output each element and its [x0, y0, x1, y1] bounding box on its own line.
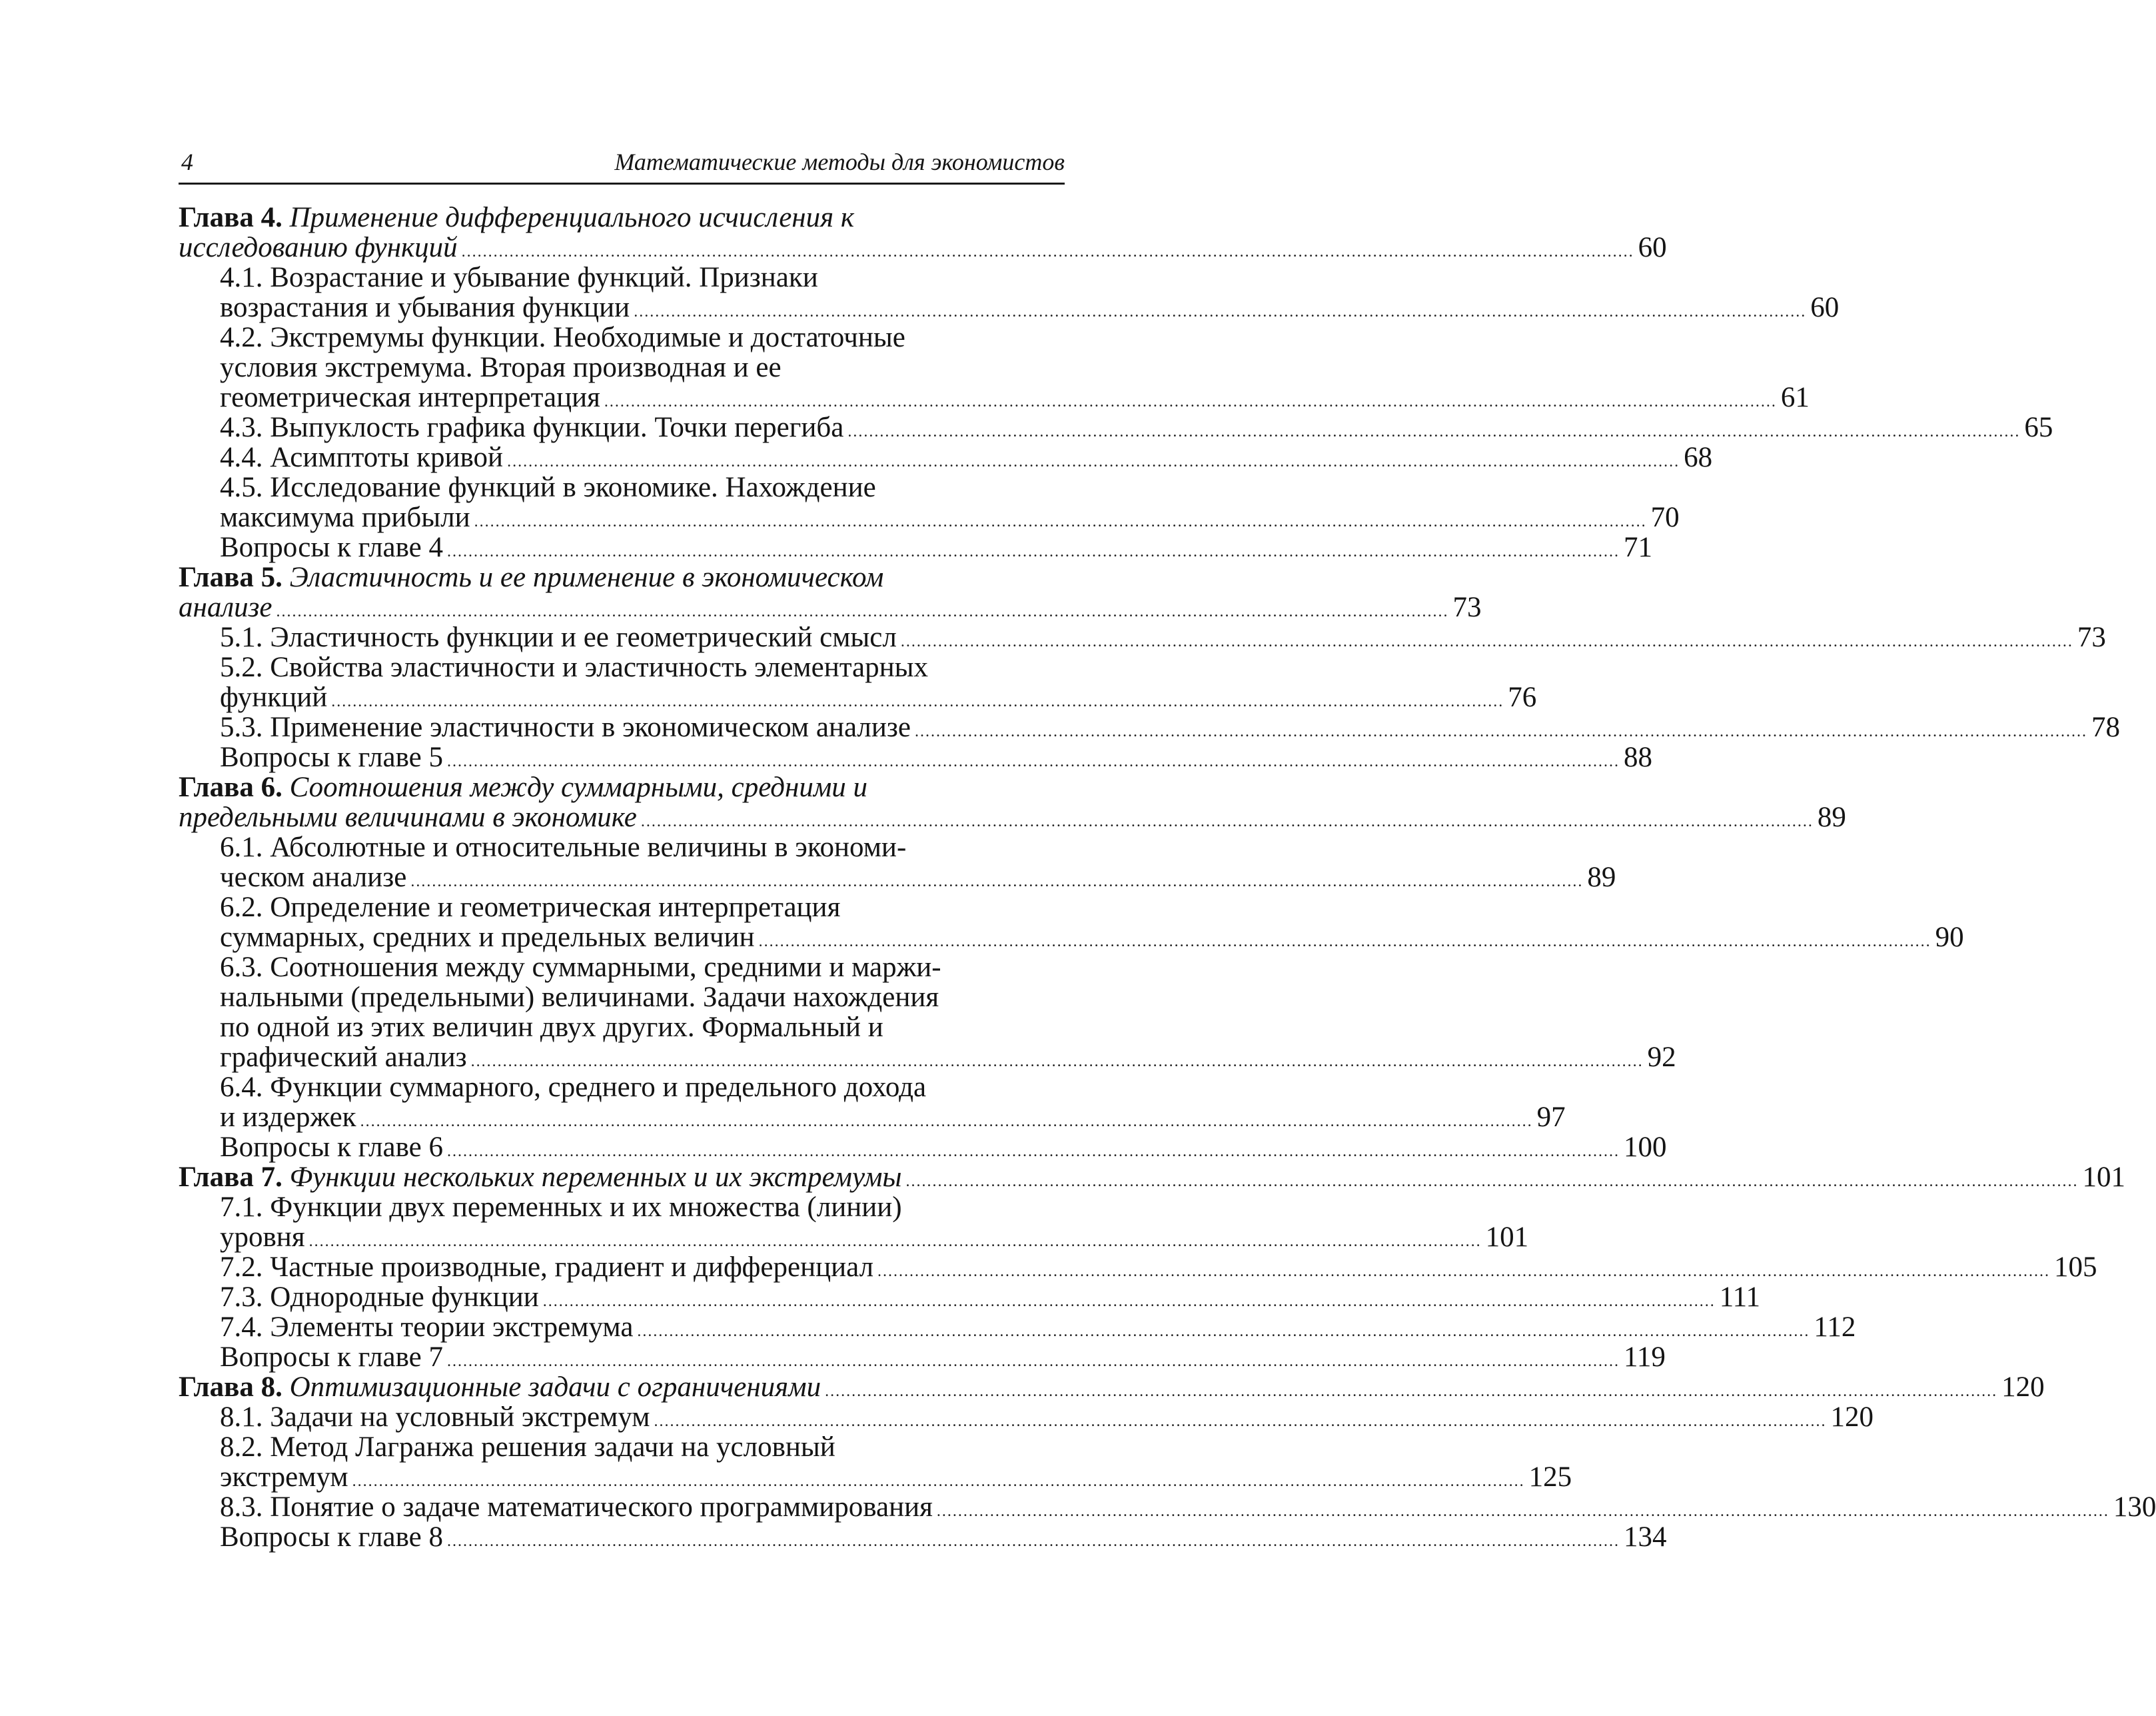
page-ref: 119 — [1624, 1341, 1666, 1373]
chapter-label: Глава 5. — [179, 562, 282, 593]
toc-section-line — [179, 982, 1045, 1012]
toc-section-text — [220, 712, 911, 742]
toc-section-line — [179, 1282, 1761, 1313]
toc-section-line — [179, 1311, 1856, 1343]
page-ref: 92 — [1647, 1042, 1676, 1073]
dot-leader: ............................................................................................................................................................................................................................ — [447, 753, 1620, 770]
toc-chapter-line — [179, 1371, 2045, 1403]
chapter-title: Оптимизационные задачи с ограничениями — [289, 1371, 821, 1403]
dot-leader: ............................................................................................................................................................................................................................ — [447, 1353, 1620, 1370]
toc-section-line — [179, 862, 1616, 893]
chapter-title: предельными величинами в экономике — [179, 802, 637, 833]
page-ref: 70 — [1650, 502, 1680, 533]
page-ref: 90 — [1935, 922, 1964, 953]
page-ref: 89 — [1817, 802, 1846, 833]
toc-chapter-text — [179, 203, 854, 233]
dot-leader: ............................................................................................................................................................................................................................ — [352, 1473, 1525, 1490]
dot-leader: ............................................................................................................................................................................................................................ — [604, 393, 1777, 411]
toc-section-text — [220, 293, 630, 323]
toc-chapter-line — [179, 802, 1846, 833]
page-ref: 60 — [1810, 292, 1840, 323]
toc-section-text — [220, 263, 818, 293]
page-ref: 73 — [2077, 622, 2106, 653]
dot-leader: ............................................................................................................................................................................................................................ — [936, 1503, 2109, 1520]
dot-leader: ............................................................................................................................................................................................................................ — [410, 873, 1584, 890]
section-title: Вопросы к главе 6 — [220, 1132, 444, 1163]
section-title: Вопросы к главе 7 — [220, 1341, 444, 1373]
toc-section-line — [179, 1461, 1572, 1493]
dot-leader: ............................................................................................................................................................................................................................ — [461, 243, 1634, 261]
toc-chapter-text — [179, 1372, 821, 1402]
page-ref: 130 — [2113, 1491, 2156, 1523]
chapter-title: Соотношения между суммарными, средними и — [289, 772, 868, 803]
page-ref: 125 — [1528, 1461, 1572, 1493]
page-ref: 78 — [2091, 712, 2120, 743]
chapter-title: Эластичность и ее применение в экономическом — [289, 562, 884, 593]
toc-section-line — [179, 952, 1045, 982]
dot-leader: ............................................................................................................................................................................................................................ — [914, 723, 2087, 740]
toc-section-text — [220, 1462, 348, 1492]
dot-leader: ............................................................................................................................................................................................................................ — [905, 1173, 2079, 1190]
toc-section-text — [220, 353, 782, 383]
page-ref: 120 — [2001, 1371, 2045, 1403]
toc-section-line — [179, 712, 2120, 743]
toc-chapter-line — [179, 592, 1482, 623]
dot-leader: ............................................................................................................................................................................................................................ — [447, 543, 1620, 560]
chapter-title: Функции нескольких переменных и их экстремумы — [289, 1162, 902, 1193]
section-title: 8.1. Задачи на условный экстремум — [220, 1401, 650, 1433]
toc-section-text — [220, 952, 941, 982]
dot-leader: ............................................................................................................................................................................................................................ — [637, 1323, 1810, 1340]
section-title: 8.2. Метод Лагранжа решения задачи на условный — [220, 1431, 835, 1463]
dot-leader: ............................................................................................................................................................................................................................ — [640, 813, 1814, 830]
dot-leader: ............................................................................................................................................................................................................................ — [847, 423, 2021, 440]
toc-section-line — [179, 1012, 1045, 1042]
dot-leader: ............................................................................................................................................................................................................................ — [542, 1293, 1716, 1310]
toc-section-text — [220, 922, 755, 952]
dot-leader: ............................................................................................................................................................................................................................ — [507, 453, 1680, 470]
section-title: 6.2. Определение и геометрическая интерпретация — [220, 892, 841, 923]
toc-section-text — [220, 982, 939, 1012]
section-title: 6.1. Абсолютные и относительные величины в экономи- — [220, 832, 907, 863]
section-title: Вопросы к главе 5 — [220, 742, 444, 773]
chapter-label: Глава 4. — [179, 202, 282, 233]
page-ref: 71 — [1624, 532, 1653, 563]
toc-section-text — [220, 892, 840, 922]
toc-section-text — [220, 862, 406, 892]
page-ref: 111 — [1719, 1282, 1761, 1313]
table-of-contents — [179, 202, 2156, 1553]
section-title: 5.3. Применение эластичности в экономическом анализе — [220, 712, 911, 743]
page-ref: 88 — [1624, 742, 1653, 773]
toc-section-line — [179, 1042, 1676, 1073]
toc-section-line — [179, 1521, 1667, 1553]
dot-leader: ............................................................................................................................................................................................................................ — [474, 513, 1647, 530]
toc-chapter-text — [179, 1162, 902, 1192]
toc-section-text — [220, 1402, 650, 1432]
toc-section-text — [220, 472, 876, 502]
toc-section-text — [220, 1492, 933, 1522]
toc-chapter-line — [179, 232, 1667, 263]
page-ref: 105 — [2054, 1252, 2097, 1283]
section-title: 7.2. Частные производные, градиент и дифференциал — [220, 1252, 874, 1283]
section-title: максимума прибыли — [220, 502, 470, 533]
toc-section-text — [220, 1312, 633, 1342]
toc-section-text — [220, 323, 905, 353]
toc-section-text — [220, 682, 327, 712]
toc-section-text — [220, 1342, 443, 1372]
section-title: и издержек — [220, 1102, 356, 1133]
chapter-label: Глава 6. — [179, 772, 282, 803]
chapter-title: исследованию функций — [179, 232, 458, 263]
dot-leader: ............................................................................................................................................................................................................................ — [276, 603, 1449, 620]
page-ref: 68 — [1684, 442, 1713, 473]
toc-chapter-text — [179, 592, 272, 622]
toc-section-text — [220, 502, 470, 532]
page-ref: 97 — [1536, 1102, 1566, 1133]
toc-chapter-text — [179, 772, 867, 802]
section-title: 4.4. Асимптоты кривой — [220, 442, 504, 473]
toc-section-line — [179, 922, 1964, 953]
toc-section-text — [220, 1252, 873, 1282]
section-title: 6.3. Соотношения между суммарными, средними и маржи- — [220, 952, 941, 983]
toc-section-text — [220, 742, 443, 772]
toc-section-text — [220, 622, 897, 652]
toc-section-text — [220, 1132, 443, 1162]
section-title: по одной из этих величин двух других. Формальный и — [220, 1012, 883, 1043]
section-title: графический анализ — [220, 1042, 467, 1073]
toc-section-text — [220, 1102, 356, 1132]
toc-section-text — [220, 1282, 539, 1312]
dot-leader: ............................................................................................................................................................................................................................ — [654, 1413, 1827, 1430]
section-title: Вопросы к главе 8 — [220, 1521, 444, 1553]
dot-leader: ............................................................................................................................................................................................................................ — [758, 933, 1931, 950]
toc-section-text — [220, 1042, 467, 1072]
running-header — [179, 145, 1065, 185]
toc-section-line — [179, 532, 1653, 563]
toc-section-line — [179, 502, 1680, 533]
toc-chapter-text — [179, 802, 637, 832]
section-title: 7.1. Функции двух переменных и их множества (линии) — [220, 1192, 902, 1223]
dot-leader: ............................................................................................................................................................................................................................ — [447, 1143, 1620, 1160]
page-ref: 89 — [1587, 862, 1616, 893]
section-title: условия экстремума. Вторая производная и ее — [220, 352, 782, 383]
chapter-title: Применение дифференциального исчисления к — [289, 202, 854, 233]
chapter-label: Глава 7. — [179, 1162, 282, 1193]
page-ref: 100 — [1624, 1132, 1667, 1163]
dot-leader: ............................................................................................................................................................................................................................ — [900, 633, 2073, 650]
toc-section-line — [179, 412, 2053, 443]
dot-leader: ............................................................................................................................................................................................................................ — [634, 303, 1807, 321]
section-title: 7.3. Однородные функции — [220, 1282, 539, 1313]
toc-section-text — [220, 1222, 305, 1252]
toc-section-line — [179, 1222, 1529, 1253]
section-title: 4.1. Возрастание и убывание функций. Признаки — [220, 262, 818, 293]
toc-section-text — [220, 1072, 926, 1102]
section-title: уровня — [220, 1222, 305, 1253]
toc-section-text — [220, 383, 600, 413]
toc-section-line — [179, 292, 1840, 323]
page-ref: 112 — [1814, 1311, 1856, 1343]
dot-leader: ............................................................................................................................................................................................................................ — [308, 1233, 1482, 1250]
section-title: 6.4. Функции суммарного, среднего и предельного дохода — [220, 1072, 927, 1103]
toc-section-line — [179, 652, 1045, 682]
chapter-title: анализе — [179, 592, 272, 623]
toc-section-line — [179, 1102, 1566, 1133]
section-title: суммарных, средних и предельных величин — [220, 922, 755, 953]
toc-section-line — [179, 1341, 1666, 1373]
toc-section-text — [220, 1012, 883, 1042]
page-ref: 61 — [1780, 382, 1810, 413]
toc-section-line — [179, 382, 1810, 413]
toc-chapter-line — [179, 1162, 2126, 1193]
toc-chapter-text — [179, 562, 883, 592]
section-title: 7.4. Элементы теории экстремума — [220, 1311, 634, 1343]
dot-leader: ............................................................................................................................................................................................................................ — [877, 1263, 2051, 1280]
section-title: 5.1. Эластичность функции и ее геометрический смысл — [220, 622, 897, 653]
section-title: 4.5. Исследование функций в экономике. Нахождение — [220, 472, 876, 503]
section-title: Вопросы к главе 4 — [220, 532, 444, 563]
section-title: экстремум — [220, 1461, 348, 1493]
toc-section-text — [220, 832, 906, 862]
toc-section-text — [220, 442, 503, 472]
section-title: геометрическая интерпретация — [220, 382, 600, 413]
toc-section-text — [220, 413, 843, 442]
toc-section-line — [179, 1252, 2097, 1283]
section-title: 8.3. Понятие о задаче математического программирования — [220, 1491, 933, 1523]
section-title: 4.3. Выпуклость графика функции. Точки перегиба — [220, 412, 844, 443]
section-title: ческом анализе — [220, 862, 407, 893]
toc-section-line — [179, 1491, 2156, 1523]
running-title: Математические методы для экономистов — [614, 149, 1065, 175]
section-title: функций — [220, 682, 328, 713]
toc-section-text — [220, 1192, 902, 1222]
page-number: 4 — [181, 149, 193, 175]
dot-leader: ............................................................................................................................................................................................................................ — [447, 1533, 1620, 1550]
toc-chapter-line — [179, 203, 1045, 233]
page-ref: 73 — [1452, 592, 1482, 623]
toc-section-line — [179, 682, 1537, 713]
chapter-label: Глава 8. — [179, 1371, 282, 1403]
toc-section-line — [179, 353, 1045, 383]
toc-section-text — [220, 1432, 835, 1462]
toc-section-line — [179, 622, 2106, 653]
toc-section-line — [179, 1401, 1874, 1433]
toc-section-line — [179, 1072, 1045, 1102]
section-title: нальными (предельными) величинами. Задачи нахождения — [220, 982, 939, 1013]
section-title: 4.2. Экстремумы функции. Необходимые и достаточные — [220, 322, 905, 353]
toc-chapter-text — [179, 233, 458, 263]
toc-section-line — [179, 442, 1713, 473]
toc-section-text — [220, 652, 928, 682]
dot-leader: ............................................................................................................................................................................................................................ — [360, 1113, 1533, 1130]
page-ref: 76 — [1508, 682, 1537, 713]
toc-section-text — [220, 1522, 443, 1552]
page-ref: 101 — [1485, 1222, 1529, 1253]
page-ref: 120 — [1830, 1401, 1874, 1433]
section-title: 5.2. Свойства эластичности и эластичность элементарных — [220, 652, 929, 683]
page-ref: 60 — [1638, 232, 1667, 263]
dot-leader: ............................................................................................................................................................................................................................ — [825, 1383, 1998, 1400]
toc-section-text — [220, 532, 443, 562]
toc-section-line — [179, 742, 1653, 773]
dot-leader: ............................................................................................................................................................................................................................ — [331, 693, 1504, 710]
page-ref: 65 — [2024, 412, 2053, 443]
dot-leader: ............................................................................................................................................................................................................................ — [470, 1053, 1644, 1070]
section-title: возрастания и убывания функции — [220, 292, 630, 323]
page-ref: 101 — [2082, 1162, 2126, 1193]
page-ref: 134 — [1624, 1521, 1667, 1553]
toc-section-line — [179, 1132, 1667, 1163]
